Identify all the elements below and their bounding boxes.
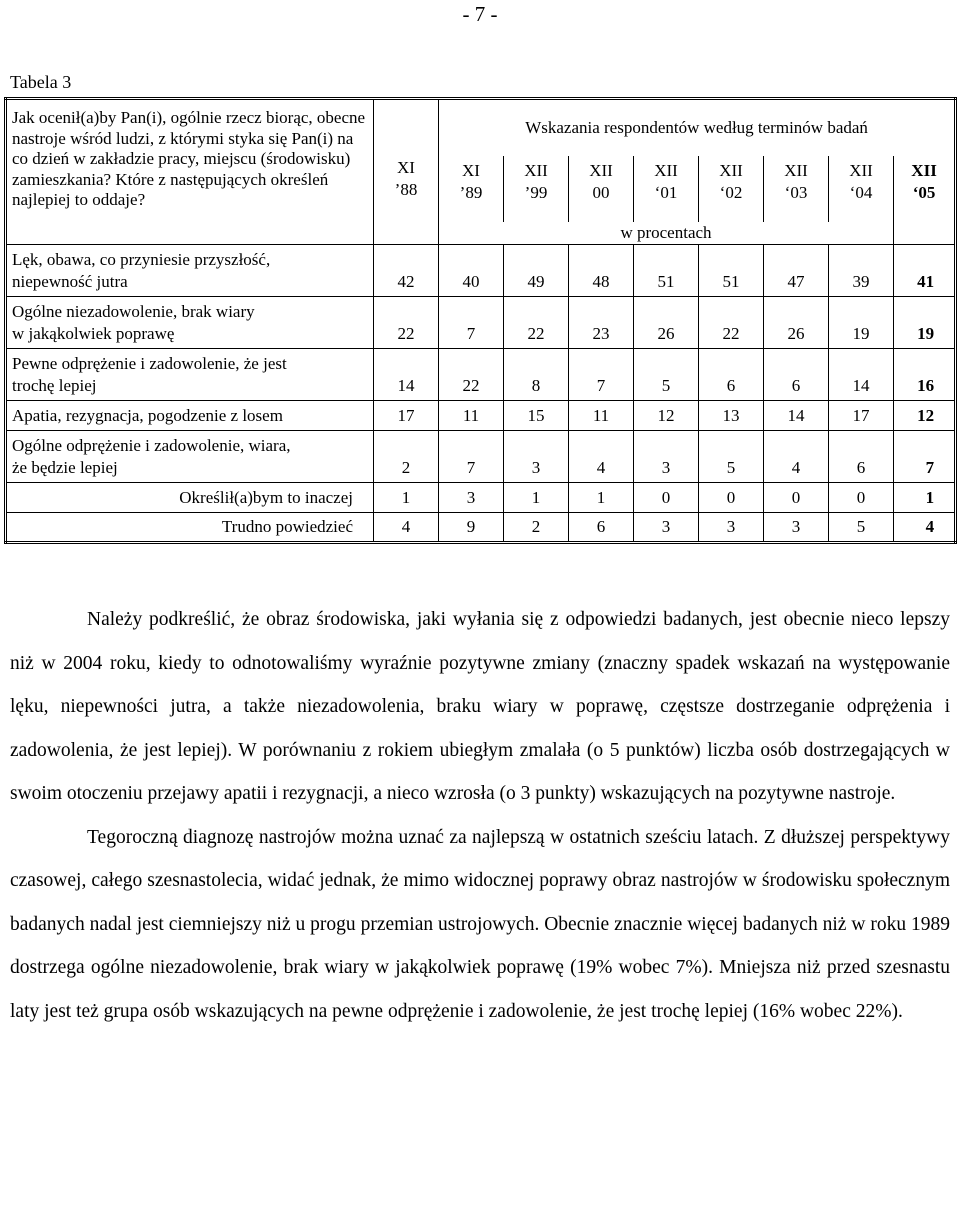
row-label: Określił(a)bym to inaczej xyxy=(6,483,374,513)
table-cell: 13 xyxy=(699,401,764,431)
table-cell: 6 xyxy=(569,513,634,543)
table-row xyxy=(6,245,956,297)
results-table xyxy=(4,97,957,544)
table-cell: 48 xyxy=(569,245,634,297)
table-cell: 26 xyxy=(764,297,829,349)
table-cell: 3 xyxy=(699,513,764,543)
table-cell: 19 xyxy=(829,297,894,349)
table-row xyxy=(6,401,956,431)
table-cell: 7 xyxy=(894,431,956,483)
table-cell: 1 xyxy=(569,483,634,513)
table-cell: 14 xyxy=(374,349,439,401)
table-cell: 9 xyxy=(439,513,504,543)
column-header-2: XII ’99 xyxy=(504,156,569,222)
table-cell: 5 xyxy=(699,431,764,483)
table-cell: 12 xyxy=(634,401,699,431)
table-cell: 12 xyxy=(894,401,956,431)
table-row xyxy=(6,297,956,349)
table-cell: 26 xyxy=(634,297,699,349)
table-cell: 4 xyxy=(764,431,829,483)
table-cell: 3 xyxy=(764,513,829,543)
table-row xyxy=(6,431,956,483)
table-cell: 17 xyxy=(829,401,894,431)
body-text xyxy=(10,598,950,1033)
table-cell: 0 xyxy=(829,483,894,513)
column-header-7: XII ‘04 xyxy=(829,156,894,222)
table-cell: 42 xyxy=(374,245,439,297)
table-cell: 11 xyxy=(439,401,504,431)
table-cell: 15 xyxy=(504,401,569,431)
table-cell: 5 xyxy=(634,349,699,401)
table-cell: 6 xyxy=(699,349,764,401)
table-cell: 19 xyxy=(894,297,956,349)
table-cell: 49 xyxy=(504,245,569,297)
table-cell: 8 xyxy=(504,349,569,401)
table-cell: 7 xyxy=(439,431,504,483)
table-caption: Tabela 3 xyxy=(10,72,72,92)
paragraph-1: Należy podkreślić, że obraz środowiska, jaki wyłania się z odpowiedzi badanych, jest obecnie nieco lepszy niż w 2004 roku, kiedy to odnotowaliśmy wyraźnie pozytywne zmiany (znaczny spadek wskazań na występowanie lęku, niepewności jutra, a także niezadowolenia, braku wiary w poprawę, częstsze dostrzeganie odprężenia i zadowolenia, że jest lepiej). W porównaniu z rokiem ubiegłym zmalała (o 5 punktów) liczba osób dostrzegających w swoim otoczeniu przejawy apatii i rezygnacji, a nieco wzrosła (o 3 punkty) wskazujących na pozytywne nastroje. xyxy=(10,609,950,804)
table-cell: 4 xyxy=(569,431,634,483)
table-cell: 2 xyxy=(374,431,439,483)
table-cell: 22 xyxy=(699,297,764,349)
table-cell: 47 xyxy=(764,245,829,297)
table-cell: 23 xyxy=(569,297,634,349)
column-header-4: XII ‘01 xyxy=(634,156,699,222)
table-cell: 16 xyxy=(894,349,956,401)
row-label: Ogólne niezadowolenie, brak wiary w jakąkolwiek poprawę xyxy=(6,297,374,349)
table-cell: 3 xyxy=(439,483,504,513)
table-cell: 51 xyxy=(634,245,699,297)
table-cell: 51 xyxy=(699,245,764,297)
column-header-1: XI ’89 xyxy=(439,156,504,222)
table-cell: 1 xyxy=(894,483,956,513)
page-number: - 7 - xyxy=(462,2,498,26)
row-label: Pewne odprężenie i zadowolenie, że jest trochę lepiej xyxy=(6,349,374,401)
table-cell: 6 xyxy=(764,349,829,401)
table-cell: 14 xyxy=(829,349,894,401)
table-cell: 22 xyxy=(374,297,439,349)
table-cell: 6 xyxy=(829,431,894,483)
table-row xyxy=(6,483,956,513)
table-row xyxy=(6,349,956,401)
column-header-3: XII 00 xyxy=(569,156,634,222)
table-row xyxy=(6,513,956,543)
table-cell: 7 xyxy=(569,349,634,401)
table-cell: 3 xyxy=(504,431,569,483)
row-label: Trudno powiedzieć xyxy=(6,513,374,543)
row-label: Lęk, obawa, co przyniesie przyszłość, niepewność jutra xyxy=(6,245,374,297)
table-cell: 0 xyxy=(634,483,699,513)
table-cell: 41 xyxy=(894,245,956,297)
question-cell: Jak ocenił(a)by Pan(i), ogólnie rzecz biorąc, obecne nastroje wśród ludzi, z którymi styka się Pan(i) na co dzień w zakładzie pracy, miejscu (środowisku) zamieszkania? Które z następujących określeń najlepiej to oddaje? xyxy=(6,99,374,245)
unit-label: w procentach xyxy=(439,222,894,245)
table-cell: 11 xyxy=(569,401,634,431)
row-label: Ogólne odprężenie i zadowolenie, wiara, że będzie lepiej xyxy=(6,431,374,483)
table-cell: 5 xyxy=(829,513,894,543)
table-cell: 39 xyxy=(829,245,894,297)
table-cell: 22 xyxy=(439,349,504,401)
paragraph-2: Tegoroczną diagnozę nastrojów można uznać za najlepszą w ostatnich sześciu latach. Z dłuższej perspektywy czasowej, całego szesnastolecia, widać jednak, że mimo widocznej poprawy obraz nastrojów w środowisku społecznym badanych nadal jest ciemniejszy niż u progu przemian ustrojowych. Obecnie znacznie więcej badanych niż w roku 1989 dostrzega ogólne niezadowolenie, brak wiary w jakąkolwiek poprawę (19% wobec 7%). Mniejsza niż przed szesnastu laty jest też grupa osób wskazujących na pewne odprężenie i zadowolenie, że jest trochę lepiej (16% wobec 22%). xyxy=(10,826,950,1022)
table-cell: 17 xyxy=(374,401,439,431)
table-cell: 14 xyxy=(764,401,829,431)
row-label: Apatia, rezygnacja, pogodzenie z losem xyxy=(6,401,374,431)
table-cell: 2 xyxy=(504,513,569,543)
table-cell: 3 xyxy=(634,431,699,483)
column-header-8: XII ‘05 xyxy=(894,156,956,245)
table-cell: 3 xyxy=(634,513,699,543)
table-cell: 4 xyxy=(374,513,439,543)
column-header-0: XI ’88 xyxy=(374,99,439,245)
table-cell: 40 xyxy=(439,245,504,297)
table-cell: 22 xyxy=(504,297,569,349)
table-cell: 1 xyxy=(374,483,439,513)
header-title: Wskazania respondentów według terminów badań xyxy=(439,99,956,157)
table-cell: 4 xyxy=(894,513,956,543)
column-header-5: XII ‘02 xyxy=(699,156,764,222)
column-header-6: XII ‘03 xyxy=(764,156,829,222)
table-cell: 7 xyxy=(439,297,504,349)
table-cell: 0 xyxy=(699,483,764,513)
table-cell: 1 xyxy=(504,483,569,513)
table-cell: 0 xyxy=(764,483,829,513)
